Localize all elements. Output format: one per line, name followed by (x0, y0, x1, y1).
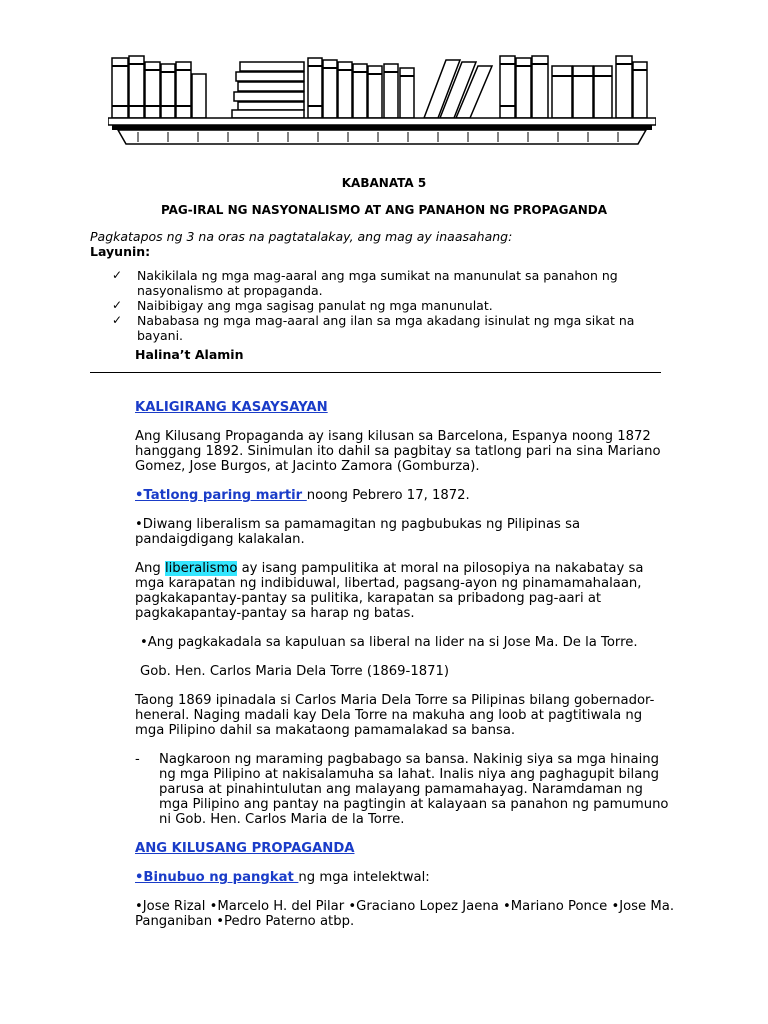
objective-item (112, 313, 672, 343)
paragraph-binubuo (135, 870, 675, 885)
paragraph-diwang: •Diwang liberalism sa pamamagitan ng pagbubukas ng Pilipinas sa pandaigdigang kalakalan. (135, 517, 581, 547)
paragraph-taong: Taong 1869 ipinadala si Carlos Maria Dela Torre sa Pilipinas bilang gobernador-heneral. Naging madali kay Dela Torre na makuha ang loob at pagtitiwala ng mga Pilipino dahil sa makataong pamamalakad sa bansa. (135, 693, 655, 738)
chapter-number: KABANATA 5 (341, 176, 427, 190)
paragraph-gob: Gob. Hen. Carlos Maria Dela Torre (1869-1871) (140, 664, 450, 679)
objective-text: Nakikilala ng mga mag-aaral ang mga sumikat na manunulat sa panahon ng nasyonalismo at propaganda. (137, 268, 618, 298)
checkmark-icon: ✓ (112, 268, 123, 282)
objective-text: Nababasa ng mga mag-aaral ang ilan sa mga akadang isinulat ng mga sikat na bayani. (137, 313, 635, 343)
martir-text: noong Pebrero 17, 1872. (306, 488, 470, 503)
binubuo-text: ng mga intelektwal: (298, 870, 430, 885)
dash-item-text: Nagkaroon ng maraming pagbabago sa bansa. Nakinig siya sa mga hinaing ng mga Pilipino at nakisalamuha sa lahat. Inalis niya ang paghagupit bilang parusa at pinahintulutan ang malayang pamamahayag. Naramdaman ng mga Pilipino ang pantay na pagtingin at kalayaan sa panahon ng pamumuno ni Gob. Hen. Carlos Maria de la Torre. (159, 752, 669, 827)
checkmark-icon: ✓ (112, 313, 123, 327)
binubuo-link[interactable]: •Binubuo ng pangkat (135, 870, 299, 885)
objective-item (112, 268, 672, 298)
lib-pre: Ang (135, 561, 165, 576)
dash-bullet: - (135, 752, 140, 767)
section-heading-kaligiran[interactable]: KALIGIRANG KASAYSAYAN (135, 400, 328, 415)
main-content (135, 400, 675, 943)
dash-list-item (135, 752, 675, 827)
paragraph-members: •Jose Rizal •Marcelo H. del Pilar •Graciano Lopez Jaena •Mariano Ponce •Jose Ma. Panganiban •Pedro Paterno atbp. (135, 899, 675, 929)
objective-text: Naibibigay ang mga sagisag panulat ng mga manunulat. (137, 298, 493, 313)
paragraph-kilusan: Ang Kilusang Propaganda ay isang kilusan sa Barcelona, Espanya noong 1872 hanggang 1892. Sinimulan ito dahil sa pagbitay sa tatlong pari na sina Mariano Gomez, Jose Burgos, at Jacinto Zamora (Gomburza). (135, 429, 661, 474)
highlighted-term: liberalismo (164, 561, 238, 576)
bookshelf-illustration (108, 52, 656, 152)
chapter-title: PAG-IRAL NG NASYONALISMO AT ANG PANAHON NG PROPAGANDA (160, 203, 608, 217)
martir-link[interactable]: •Tatlong paring martir (135, 488, 307, 503)
section-heading-propaganda[interactable]: ANG KILUSANG PROPAGANDA (135, 841, 355, 856)
paragraph-liberalismo (135, 561, 675, 621)
section-intro-heading: Halina’t Alamin (135, 347, 244, 362)
divider (90, 372, 661, 373)
intro-text: Pagkatapos ng 3 na oras na pagtatalakay, ang mag ay inaasahang: (90, 229, 513, 244)
checkmark-icon: ✓ (112, 298, 123, 312)
lib-post: ay isang pampulitika at moral na pilosopiya na nakabatay sa mga karapatan ng indibiduwal, libertad, pagsang-ayon ng pinamamahalaan, pagkakapantay-pantay sa pulitika, karapatan sa pribadong pag-aari at pagkakapantay-pantay sa harap ng batas. (135, 561, 644, 621)
objective-item (112, 298, 672, 313)
objectives-list (112, 268, 672, 343)
objectives-label: Layunin: (90, 244, 151, 259)
paragraph-martir (135, 488, 675, 503)
paragraph-pagkakadala: •Ang pagkakadala sa kapuluan sa liberal na lider na si Jose Ma. De la Torre. (140, 635, 638, 650)
